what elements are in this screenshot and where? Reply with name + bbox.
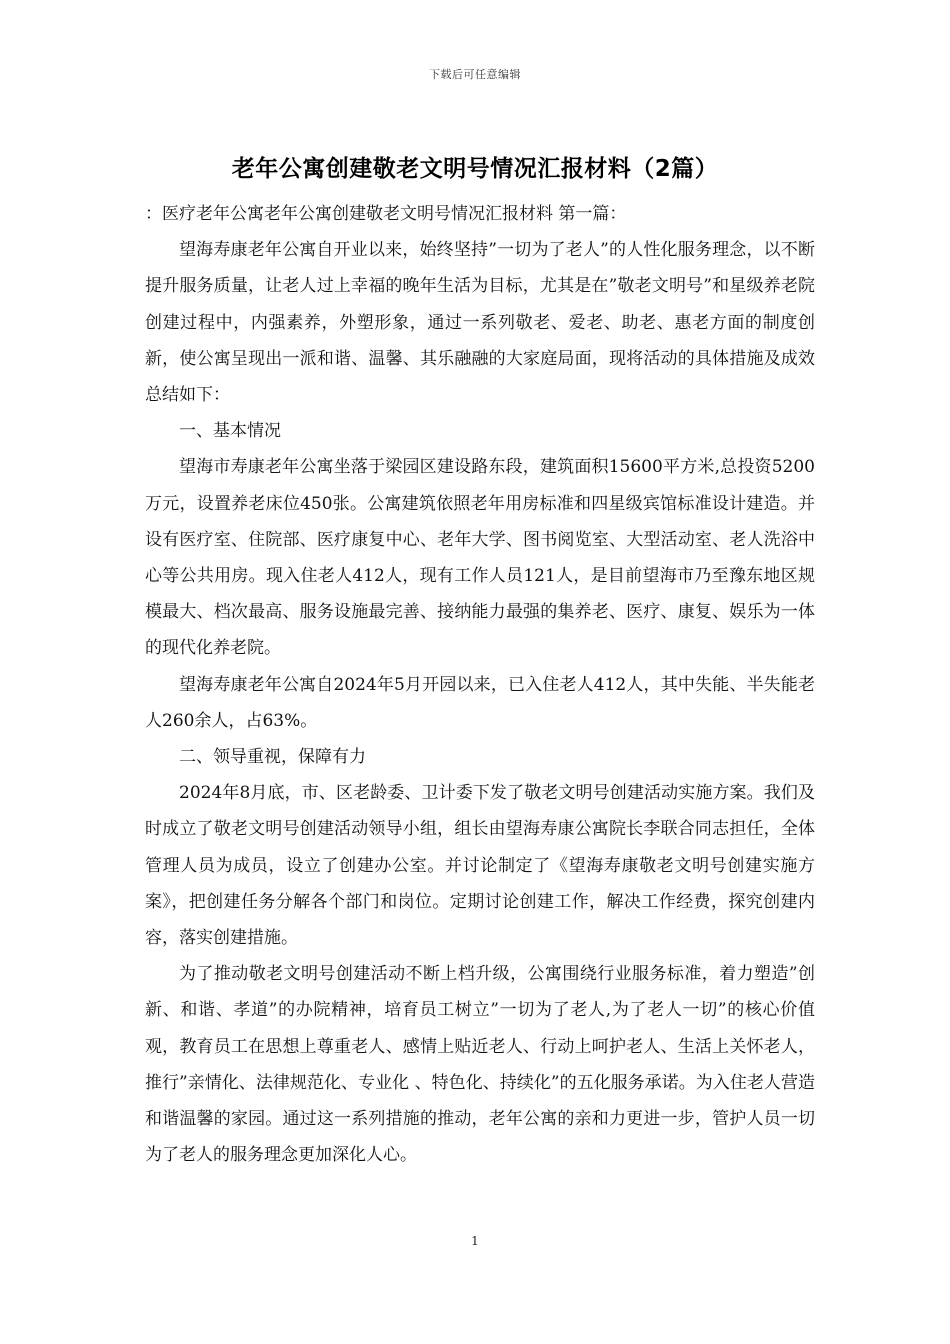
- body-paragraph: 2024年8月底，市、区老龄委、卫计委下发了敬老文明号创建活动实施方案。我们及时成立了敬老文明号创建活动领导小组，组长由望海寿康公寓院长李联合同志担任，全体管理人员为成员，设立了创建办公室。并讨论制定了《望海寿康敬老文明号创建实施方案》，把创建任务分解各个部门和岗位。定期讨论创建工作，解决工作经费，探究创建内容，落实创建措施。: [145, 783, 815, 949]
- document-body: [145, 196, 815, 1173]
- body-paragraph: 望海市寿康老年公寓坐落于梁园区建设路东段，建筑面积15600平方米,总投资5200万元，设置养老床位450张。公寓建筑依照老年用房标准和四星级宾馆标准设计建造。并设有医疗室、住院部、医疗康复中心、老年大学、图书阅览室、大型活动室、老人洗浴中心等公共用房。现入住老人412人，现有工作人员121人，是目前望海市乃至豫东地区规模最大、档次最高、服务设施最完善、接纳能力最强的集养老、医疗、康复、娱乐为一体的现代化养老院。: [145, 457, 815, 659]
- page-number: 1: [471, 1234, 479, 1248]
- document-title: 老年公寓创建敬老文明号情况汇报材料（2篇）: [231, 156, 719, 182]
- section-heading: 二、领导重视，保障有力: [179, 747, 366, 768]
- page-header-note: 下载后可任意编辑: [429, 68, 521, 81]
- section-heading: 一、基本情况: [179, 421, 281, 442]
- body-paragraph: 望海寿康老年公寓自开业以来，始终坚持”一切为了老人”的人性化服务理念，以不断提升服务质量，让老人过上幸福的晚年生活为目标，尤其是在”敬老文明号”和星级养老院创建过程中，内强素养，外塑形象，通过一系列敬老、爱老、助老、惠老方面的制度创新，使公寓呈现出一派和谐、温馨、其乐融融的大家庭局面，现将活动的具体措施及成效总结如下：: [145, 240, 815, 406]
- body-paragraph: 为了推动敬老文明号创建活动不断上档升级，公寓围绕行业服务标准，着力塑造”创新、和谐、孝道”的办院精神，培育员工树立”一切为了老人,为了老人一切”的核心价值观，教育员工在思想上尊重老人、感情上贴近老人、行动上呵护老人、生活上关怀老人，推行”亲情化、法律规范化、专业化 、特色化、持续化”的五化服务承诺。为入住老人营造和谐温馨的家园。通过这一系列措施的推动，老年公寓的亲和力更进一步，管护人员一切为了老人的服务理念更加深化人心。: [145, 964, 815, 1166]
- intro-line: ：医疗老年公寓老年公寓创建敬老文明号情况汇报材料 第一篇：: [145, 204, 627, 224]
- body-paragraph: 望海寿康老年公寓自2024年5月开园以来，已入住老人412人，其中失能、半失能老人260余人，占63%。: [145, 674, 815, 731]
